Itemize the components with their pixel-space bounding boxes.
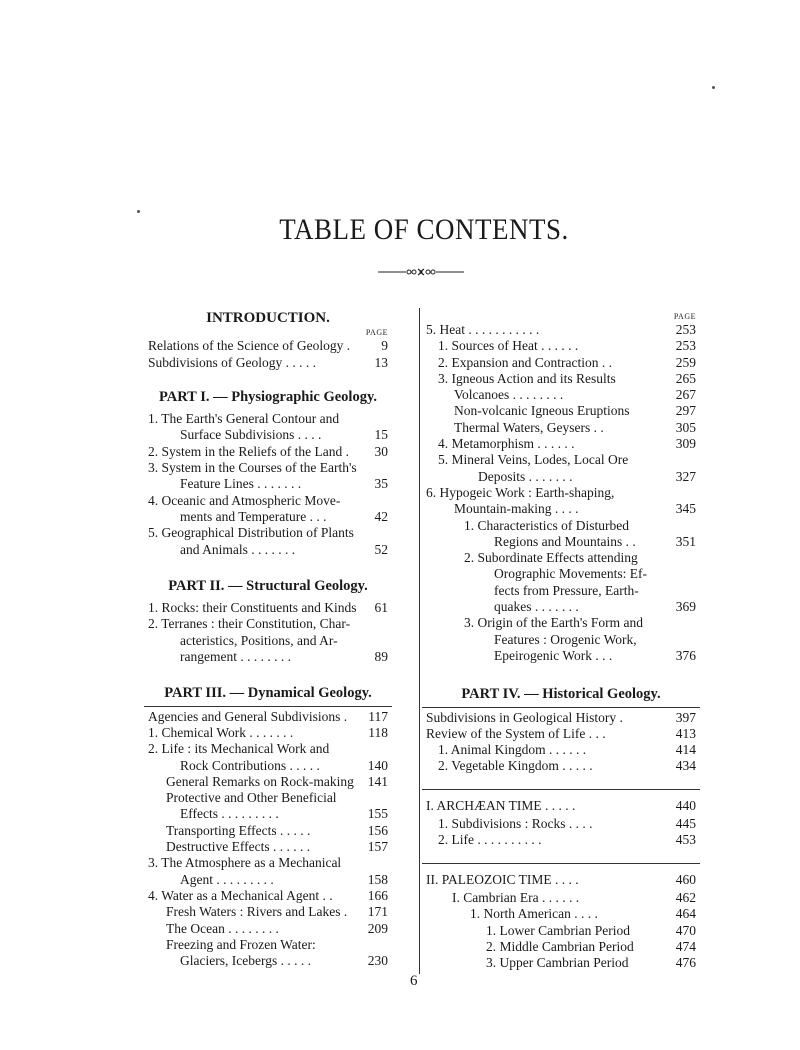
toc-entry-lead: Freezing and Frozen Water:	[166, 936, 316, 952]
toc-entry: Thermal Waters, Geysers . . 305	[454, 419, 696, 435]
toc-entry-lead: 1. Characteristics of Disturbed	[464, 517, 629, 533]
toc-entry: and Animals . . . . . . . 52	[180, 541, 388, 557]
toc-entry-lead: 5. Geographical Distribution of Plants	[148, 525, 354, 541]
toc-entry: 1. Animal Kingdom . . . . . . 414	[438, 742, 696, 758]
toc-entry: Surface Subdivisions . . . . 15	[180, 427, 388, 443]
toc-entry: quakes . . . . . . . 369	[494, 599, 696, 615]
toc-entry: General Remarks on Rock-making 141	[166, 773, 388, 789]
page-number: 6	[410, 973, 418, 989]
toc-entry-lead: Protective and Other Beneficial	[166, 790, 337, 806]
toc-entry: I. Cambrian Era . . . . . . 462	[452, 889, 696, 905]
toc-entry: Agencies and General Subdivisions . 117	[148, 708, 388, 724]
toc-entry-lead: 5. Mineral Veins, Lodes, Local Ore	[438, 452, 629, 468]
speck	[712, 86, 715, 89]
toc-entry: Rock Contributions . . . . . 140	[180, 757, 388, 773]
toc-entry: Fresh Waters : Rivers and Lakes . 171	[166, 904, 388, 920]
toc-entry: Mountain-making . . . . 345	[454, 501, 696, 517]
toc-entry: 5. Heat . . . . . . . . . . . 253	[426, 322, 696, 337]
toc-entry: rangement . . . . . . . . 89	[180, 649, 388, 665]
toc-entry: 1. Sources of Heat . . . . . . 253	[438, 338, 696, 354]
section-heading-part3: PART III. — Dynamical Geology.	[164, 685, 372, 702]
section-heading-introduction: INTRODUCTION.	[206, 310, 330, 326]
toc-entry: Deposits . . . . . . . 327	[478, 468, 696, 484]
toc-entry: 1. Subdivisions : Rocks . . . . 445	[438, 816, 696, 832]
section-heading-part4: PART IV. — Historical Geology.	[461, 686, 661, 703]
page-title: TABLE OF CONTENTS.	[279, 212, 569, 246]
speck	[137, 210, 140, 213]
toc-entry-lead: 4. Oceanic and Atmospheric Move-	[148, 492, 341, 508]
toc-entry: Destructive Effects . . . . . . 157	[166, 839, 388, 855]
right-column	[426, 312, 696, 971]
toc-entry: Epeirogenic Work . . . 376	[494, 647, 696, 663]
toc-entry-lead: 1. The Earth's General Contour and	[148, 411, 340, 427]
section-rule	[422, 707, 700, 708]
toc-entry: 2. Vegetable Kingdom . . . . . 434	[438, 758, 696, 774]
page-column-label: PAGE	[365, 328, 388, 338]
toc-entry: Volcanoes . . . . . . . . 267	[454, 387, 696, 403]
ornament-divider	[376, 266, 466, 278]
toc-entry: 3. Igneous Action and its Results 265	[438, 370, 696, 386]
section-heading-part2: PART II. — Structural Geology.	[168, 577, 368, 594]
toc-entry: 4. Metamorphism . . . . . . 309	[438, 436, 696, 452]
section-rule	[144, 706, 392, 707]
section-rule	[422, 863, 700, 864]
toc-entry: Effects . . . . . . . . . 155	[180, 806, 388, 822]
toc-entry: 3. Upper Cambrian Period 476	[486, 955, 696, 971]
toc-entry-lead: 2. Subordinate Effects attending	[464, 550, 638, 566]
toc-entry: Regions and Mountains . . 351	[494, 533, 696, 549]
toc-entry: I. ARCHÆAN TIME . . . . . 440	[426, 797, 696, 813]
section-heading-part1: PART I. — Physiographic Geology.	[158, 388, 378, 405]
toc-entry: 2. Middle Cambrian Period 474	[486, 938, 696, 954]
toc-entry: The Ocean . . . . . . . . 209	[166, 920, 388, 936]
toc-entry: 2. Life . . . . . . . . . . 453	[438, 832, 696, 848]
section-rule	[422, 789, 700, 790]
toc-entry: ments and Temperature . . . 42	[180, 508, 388, 524]
toc-entry: Glaciers, Icebergs . . . . . 230	[180, 953, 388, 969]
toc-entry: 2. Expansion and Contraction . . 259	[438, 354, 696, 370]
toc-entry: 1. Chemical Work . . . . . . . 118	[148, 724, 388, 740]
toc-entry: Non-volcanic Igneous Eruptions 297	[454, 403, 696, 419]
column-rule	[419, 308, 420, 974]
left-column	[148, 310, 388, 969]
toc-entry-lead: 3. Origin of the Earth's Form and	[464, 615, 644, 631]
toc-entry: Relations of the Science of Geology . 9	[148, 338, 388, 354]
toc-entry-lead: 2. Terranes : their Constitution, Char-	[148, 616, 351, 632]
toc-entry: 1. Lower Cambrian Period 470	[486, 922, 696, 938]
toc-entry-lead: Features : Orogenic Work,	[494, 631, 637, 647]
toc-entry: Subdivisions of Geology . . . . . 13	[148, 354, 388, 370]
toc-entry: 2. System in the Reliefs of the Land . 30	[148, 443, 388, 459]
toc-entry: 1. Rocks: their Constituents and Kinds 61	[148, 600, 388, 616]
toc-entry: II. PALEOZOIC TIME . . . . 460	[426, 871, 696, 887]
toc-entry-lead: Orographic Movements: Ef-	[494, 566, 647, 582]
toc-entry-lead: 2. Life : its Mechanical Work and	[148, 741, 330, 757]
page-column-label: PAGE	[673, 312, 696, 321]
toc-entry: Review of the System of Life . . . 413	[426, 725, 696, 741]
toc-entry: Subdivisions in Geological History . 397	[426, 709, 696, 725]
toc-entry: 4. Water as a Mechanical Agent . . 166	[148, 887, 388, 903]
toc-entry-lead: fects from Pressure, Earth-	[494, 582, 639, 598]
toc-entry: Feature Lines . . . . . . . 35	[180, 476, 388, 492]
toc-entry: 1. North American . . . . 464	[470, 906, 696, 922]
toc-entry: Agent . . . . . . . . . 158	[180, 871, 388, 887]
toc-entry-lead: 3. System in the Courses of the Earth's	[148, 460, 357, 476]
toc-entry: Transporting Effects . . . . . 156	[166, 822, 388, 838]
toc-entry-lead: 6. Hypogeic Work : Earth-shaping,	[426, 484, 615, 500]
toc-entry-lead: 3. The Atmosphere as a Mechanical	[148, 855, 342, 871]
toc-entry-lead: acteristics, Positions, and Ar-	[180, 632, 338, 648]
